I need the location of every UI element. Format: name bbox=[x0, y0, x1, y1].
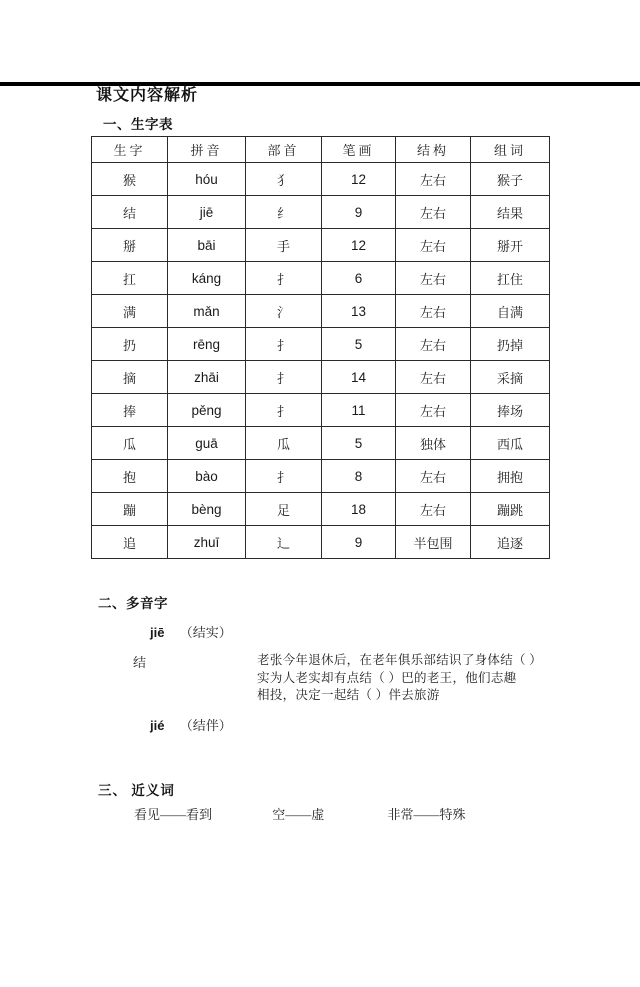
cell-pinyin: mǎn bbox=[168, 295, 246, 328]
cell-structure: 左右 bbox=[396, 493, 471, 526]
cell-word: 扔掉 bbox=[471, 328, 550, 361]
paragraph-line: 相投，决定一起结（ ）伴去旅游 bbox=[257, 688, 440, 702]
cell-structure: 左右 bbox=[396, 229, 471, 262]
cell-pinyin: bào bbox=[168, 460, 246, 493]
cell-radical: 扌 bbox=[246, 262, 322, 295]
cell-strokes: 14 bbox=[322, 361, 396, 394]
synonym-row bbox=[134, 804, 640, 823]
cell-word: 采摘 bbox=[471, 361, 550, 394]
cell-strokes: 13 bbox=[322, 295, 396, 328]
cell-word: 西瓜 bbox=[471, 427, 550, 460]
table-row bbox=[92, 295, 550, 328]
cell-character: 扔 bbox=[92, 328, 168, 361]
paragraph-line: 实为人老实却有点结（ ）巴的老王，他们志趣 bbox=[257, 670, 517, 685]
cell-word: 追逐 bbox=[471, 526, 550, 559]
page-title: 课文内容解析 bbox=[96, 87, 199, 104]
cell-pinyin: guā bbox=[168, 427, 246, 460]
vocab-table bbox=[91, 136, 550, 559]
column-header: 笔画 bbox=[322, 137, 396, 163]
table-row bbox=[92, 262, 550, 295]
cell-structure: 左右 bbox=[396, 460, 471, 493]
cell-pinyin: káng bbox=[168, 262, 246, 295]
cell-structure: 左右 bbox=[396, 361, 471, 394]
cell-strokes: 12 bbox=[322, 229, 396, 262]
cell-strokes: 18 bbox=[322, 493, 396, 526]
paragraph-line: 老张今年退休后，在老年俱乐部结识了身体结（ ） bbox=[257, 653, 543, 667]
cell-structure: 左右 bbox=[396, 262, 471, 295]
polyphone-row bbox=[133, 652, 640, 705]
section3-heading: 三、 近义词 bbox=[98, 782, 175, 798]
cell-character: 瓜 bbox=[92, 427, 168, 460]
column-header: 部首 bbox=[246, 137, 322, 163]
cell-strokes: 9 bbox=[322, 526, 396, 559]
synonym-pair: 空——虚 bbox=[272, 806, 325, 822]
cell-strokes: 9 bbox=[322, 196, 396, 229]
cell-strokes: 6 bbox=[322, 262, 396, 295]
cell-radical: 辶 bbox=[246, 526, 322, 559]
cell-radical: 手 bbox=[246, 229, 322, 262]
cell-character: 掰 bbox=[92, 229, 168, 262]
cell-strokes: 8 bbox=[322, 460, 396, 493]
column-header: 结构 bbox=[396, 137, 471, 163]
cell-structure: 左右 bbox=[396, 394, 471, 427]
pronunciation-line-2 bbox=[150, 715, 640, 734]
synonym-pair: 非常——特殊 bbox=[387, 806, 466, 822]
cell-word: 猴子 bbox=[471, 163, 550, 196]
cell-radical: 扌 bbox=[246, 460, 322, 493]
cell-structure: 左右 bbox=[396, 163, 471, 196]
cell-structure: 半包围 bbox=[396, 526, 471, 559]
column-header: 生字 bbox=[92, 137, 168, 163]
cell-character: 扛 bbox=[92, 262, 168, 295]
cell-radical: 氵 bbox=[246, 295, 322, 328]
table-row bbox=[92, 394, 550, 427]
cell-word: 自满 bbox=[471, 295, 550, 328]
pronunciation-line-1 bbox=[150, 622, 640, 641]
cell-character: 摘 bbox=[92, 361, 168, 394]
cell-word: 结果 bbox=[471, 196, 550, 229]
cell-character: 猴 bbox=[92, 163, 168, 196]
cell-structure: 独体 bbox=[396, 427, 471, 460]
example-word-1: （结实） bbox=[179, 625, 232, 640]
cell-word: 蹦跳 bbox=[471, 493, 550, 526]
synonym-pair: 看见——看到 bbox=[134, 806, 213, 822]
cell-character: 满 bbox=[92, 295, 168, 328]
table-row bbox=[92, 229, 550, 262]
example-paragraph bbox=[257, 652, 542, 705]
cell-pinyin: zhuī bbox=[168, 526, 246, 559]
cell-character: 追 bbox=[92, 526, 168, 559]
pinyin-jie2: jié bbox=[150, 717, 165, 733]
cell-radical: 足 bbox=[246, 493, 322, 526]
cell-radical: 瓜 bbox=[246, 427, 322, 460]
cell-structure: 左右 bbox=[396, 328, 471, 361]
section1-heading: 一、生字表 bbox=[103, 117, 173, 132]
column-header: 拼音 bbox=[168, 137, 246, 163]
column-header: 组词 bbox=[471, 137, 550, 163]
cell-structure: 左右 bbox=[396, 295, 471, 328]
table-row bbox=[92, 328, 550, 361]
cell-word: 捧场 bbox=[471, 394, 550, 427]
table-row bbox=[92, 196, 550, 229]
cell-strokes: 11 bbox=[322, 394, 396, 427]
cell-character: 抱 bbox=[92, 460, 168, 493]
section2-heading: 二、多音字 bbox=[98, 596, 168, 611]
cell-word: 拥抱 bbox=[471, 460, 550, 493]
cell-radical: 扌 bbox=[246, 361, 322, 394]
cell-pinyin: jiē bbox=[168, 196, 246, 229]
polyphone-character: 结 bbox=[133, 655, 147, 670]
cell-strokes: 12 bbox=[322, 163, 396, 196]
cell-pinyin: rēng bbox=[168, 328, 246, 361]
table-row bbox=[92, 493, 550, 526]
cell-pinyin: bāi bbox=[168, 229, 246, 262]
cell-radical: 扌 bbox=[246, 394, 322, 427]
cell-structure: 左右 bbox=[396, 196, 471, 229]
table-row bbox=[92, 427, 550, 460]
cell-radical: 犭 bbox=[246, 163, 322, 196]
table-row bbox=[92, 361, 550, 394]
top-black-bar bbox=[0, 82, 640, 86]
cell-pinyin: bèng bbox=[168, 493, 246, 526]
cell-radical: 纟 bbox=[246, 196, 322, 229]
table-row bbox=[92, 526, 550, 559]
cell-radical: 扌 bbox=[246, 328, 322, 361]
table-header-row bbox=[92, 137, 550, 163]
table-row bbox=[92, 163, 550, 196]
cell-word: 扛住 bbox=[471, 262, 550, 295]
cell-strokes: 5 bbox=[322, 427, 396, 460]
cell-word: 掰开 bbox=[471, 229, 550, 262]
cell-strokes: 5 bbox=[322, 328, 396, 361]
example-word-2: （结伴） bbox=[179, 717, 232, 733]
cell-character: 捧 bbox=[92, 394, 168, 427]
cell-character: 蹦 bbox=[92, 493, 168, 526]
cell-pinyin: pěng bbox=[168, 394, 246, 427]
cell-pinyin: hóu bbox=[168, 163, 246, 196]
table-row bbox=[92, 460, 550, 493]
cell-character: 结 bbox=[92, 196, 168, 229]
pinyin-jie1: jiē bbox=[150, 625, 165, 640]
cell-pinyin: zhāi bbox=[168, 361, 246, 394]
